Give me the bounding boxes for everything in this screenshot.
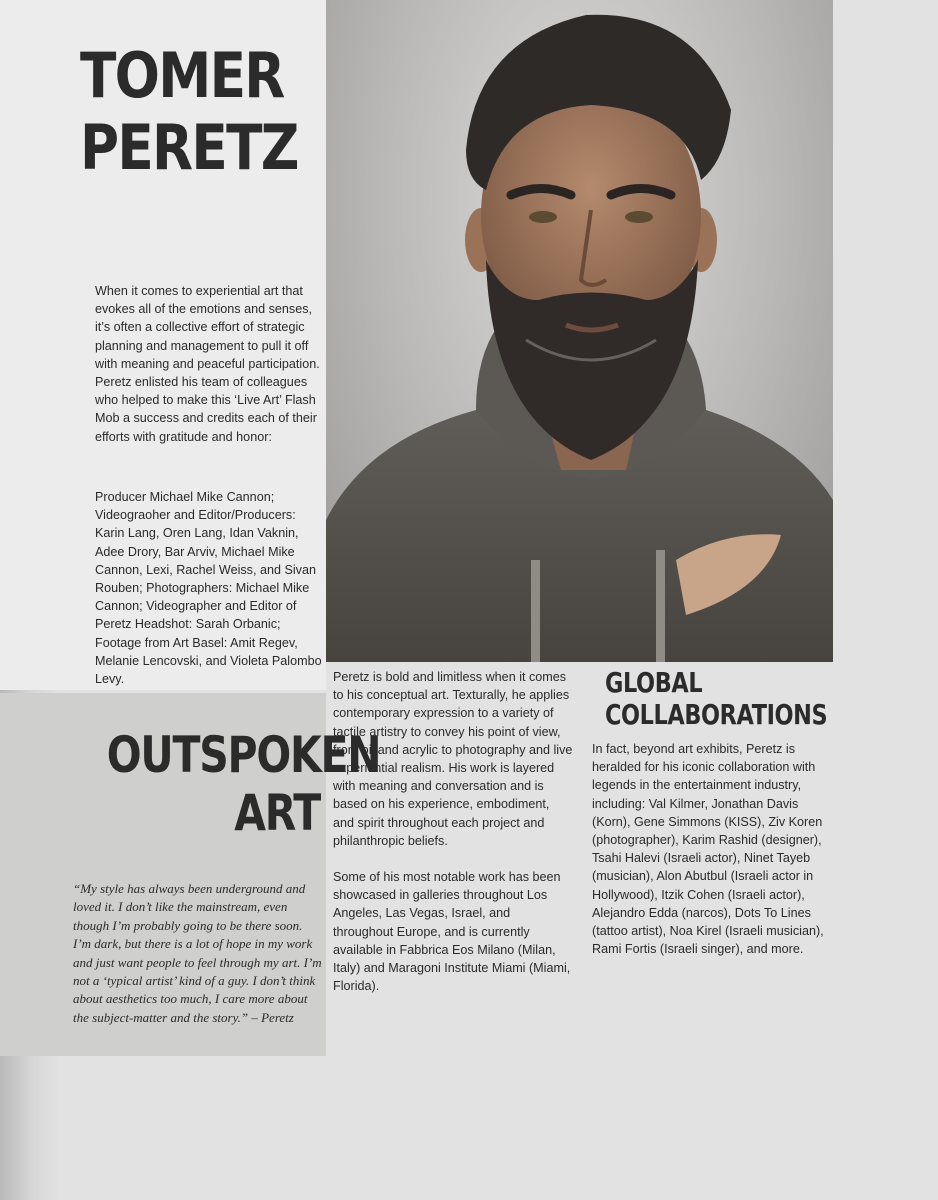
artist-quote: “My style has always been underground and loved it. I don’t like the mainstream, even though I’m probably going to be there soon. I’m dark, but there is a lot of hope in my work and just want people to feel through my art. I’m not a ‘typical artist’ kind of a guy. I don’t think about aesthetics too much, I care more about the subject-matter and the story.” – Peretz [73,881,322,1025]
outspoken-heading-line-2: ART [234,784,320,842]
global-heading-line-1: GLOBAL [605,666,703,699]
middle-column [333,668,573,1013]
portrait-illustration [326,0,833,662]
collaborations-paragraph: In fact, beyond art exhibits, Peretz is heralded for his iconic collaboration with legends in the entertainment industry, including: Val Kilmer, Jonathan Davis (Korn), Gene Simmons (KISS), Ziv Koren (photographer), Karim Rashid (designer), Tsahi Halevi (Israeli actor), Ninet Tayeb (musician), Alon Abutbul (Israeli actor in Hollywood), Itzik Cohen (Israeli actor), Alejandro Edda (narcos), Dots To Lines (tattoo artist), Noa Kirel (Israeli musician), Rami Fortis (Israeli singer), and more. [592,742,824,957]
outspoken-art-heading [106,726,381,842]
middle-paragraph-2: Some of his most notable work has been showcased in galleries throughout Los Angeles, Las Vegas, Israel, and throughout Europe, and is currently available in Fabbrica Eos Milano (Milan, Italy) and Maragoni Institute Miami (Miami, Florida). [333,870,571,994]
intro-paragraph: When it comes to experiential art that evokes all of the emotions and senses, it’s often a collective effort of strategic planning and management to pull it off with meaning and peaceful participation. Peretz enlisted his team of colleagues who helped to make this ‘Live Art’ Flash Mob a success and credits each of their efforts with gratitude and honor: [95,284,320,444]
global-heading-line-2: COLLABORATIONS [605,698,828,731]
global-collaborations-heading [605,667,845,731]
page-title [80,39,298,184]
middle-paragraph-1: Peretz is bold and limitless when it comes to his conceptual art. Texturally, he applies contemporary expression to a variety of tactile artistry to convey his point of view, from oil and acrylic to photography and live experiential realism. His work is layered with meaning and conversation and is based on his experience, embodiment, and spirit throughout each project and philanthropic beliefs. [333,670,573,848]
title-line-1: TOMER [80,39,284,112]
portrait-photo [326,0,833,662]
outspoken-heading-line-1: OUTSPOKEN [106,726,381,784]
title-line-2: PERETZ [80,111,298,184]
credits-paragraph: Producer Michael Mike Cannon; Videograoher and Editor/Producers: Karin Lang, Oren Lang, Idan Vaknin, Adee Drory, Bar Arviv, Michael Mike Cannon, Lexi, Rachel Weiss, and Sivan Rouben; Photographers: Michael Mike Cannon; Videographer and Editor of Peretz Headshot: Sarah Orbanic; Footage from Art Basel: Amit Regev, Melanie Lencovski, and Violeta Palombo Levy. [95,490,322,687]
